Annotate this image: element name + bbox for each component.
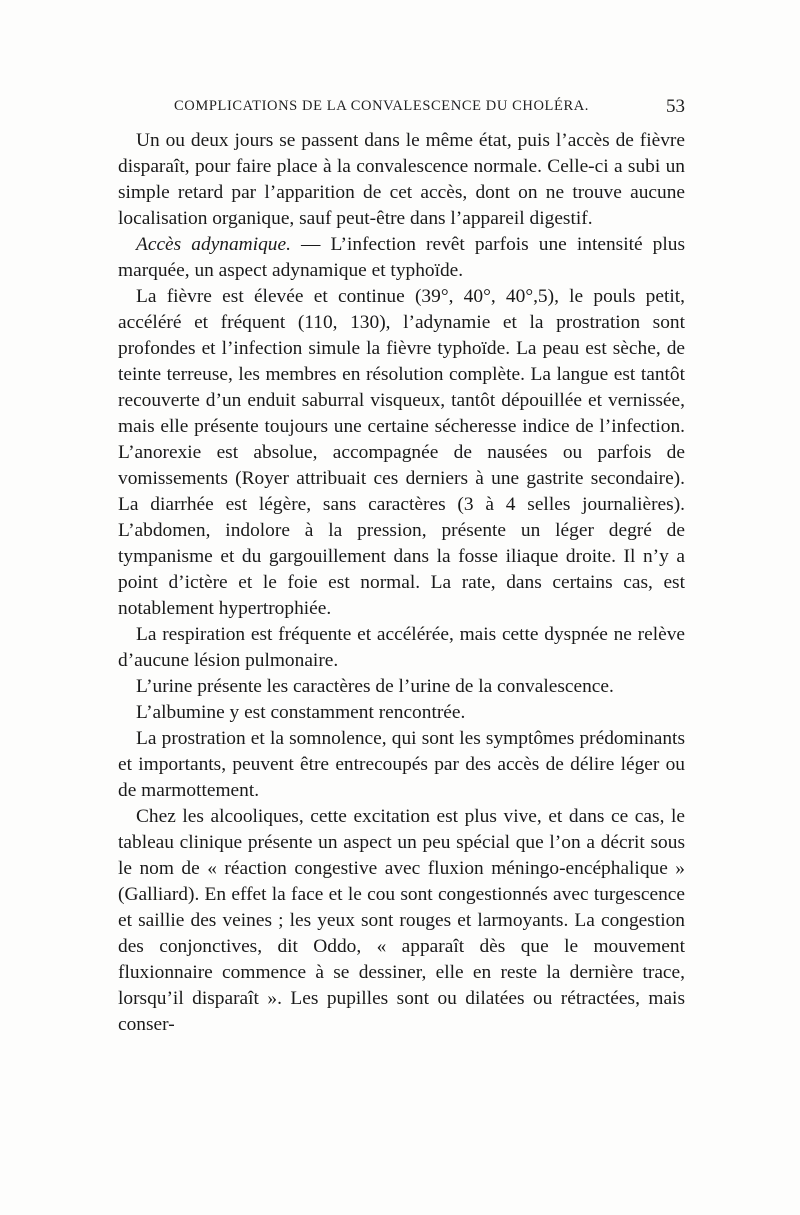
- paragraph-5: L’urine présente les caractères de l’urine de la convalescence.: [136, 676, 614, 697]
- paragraph-2: [118, 232, 685, 284]
- paragraph-2-text: — L’infection revêt parfois une intensité plus marquée, un aspect adynamique et typhoïde.: [118, 234, 685, 281]
- paragraph-3: La fièvre est élevée et continue (39°, 40°, 40°,5), le pouls petit, accéléré et fréquent (110, 130), l’adynamie et la prostration sont profondes et l’infection simule la fièvre typhoïde. La peau est sèche, de teinte terreuse, les membres en résolution complète. La langue est tantôt recouverte d’un enduit saburral visqueux, tantôt dépouillée et vernissée, mais elle présente toujours une certaine sécheresse indice de l’infection. L’anorexie est absolue, accompagnée de nausées ou parfois de vomissements (Royer attribuait ces derniers à une gastrite secondaire). La diarrhée est légère, sans caractères (3 à 4 selles journalières). L’abdomen, indolore à la pression, présente un léger degré de tympanisme et du gargouillement dans la fosse iliaque droite. Il n’y a point d’ictère et le foie est normal. La rate, dans certains cas, est notablement hypertrophiée.: [118, 286, 685, 619]
- paragraph-4: La respiration est fréquente et accélérée, mais cette dyspnée ne relève d’aucune lésion pulmonaire.: [118, 624, 685, 671]
- section-heading-acces-adynamique: Accès adynamique.: [136, 234, 291, 255]
- paragraph-7: La prostration et la somnolence, qui sont les symptômes prédominants et importants, peuvent être entrecoupés par des accès de délire léger ou de marmottement.: [118, 728, 685, 801]
- running-head: [118, 96, 685, 120]
- paragraph-6: L’albumine y est constamment rencontrée.: [136, 702, 466, 723]
- page-number: 53: [666, 96, 685, 117]
- running-title: COMPLICATIONS DE LA CONVALESCENCE DU CHOLÉRA.: [174, 98, 590, 114]
- paragraph-1: Un ou deux jours se passent dans le même état, puis l’accès de fièvre disparaît, pour faire place à la convalescence normale. Celle-ci a subi un simple retard par l’apparition de cet accès, dont on ne trouve aucune localisation organique, sauf peut-être dans l’appareil digestif.: [118, 130, 685, 229]
- body-text: [118, 128, 685, 1038]
- paragraph-8: Chez les alcooliques, cette excitation est plus vive, et dans ce cas, le tableau clinique présente un aspect un peu spécial que l’on a décrit sous le nom de « réaction congestive avec fluxion méningo-encéphalique » (Galliard). En effet la face et le cou sont congestionnés avec turgescence et saillie des veines ; les yeux sont rouges et larmoyants. La congestion des conjonctives, dit Oddo, « apparaît dès que le mouvement fluxionnaire commence à se dessiner, elle en reste la dernière trace, lorsqu’il disparaît ». Les pupilles sont ou dilatées ou rétractées, mais conser-: [118, 806, 685, 1035]
